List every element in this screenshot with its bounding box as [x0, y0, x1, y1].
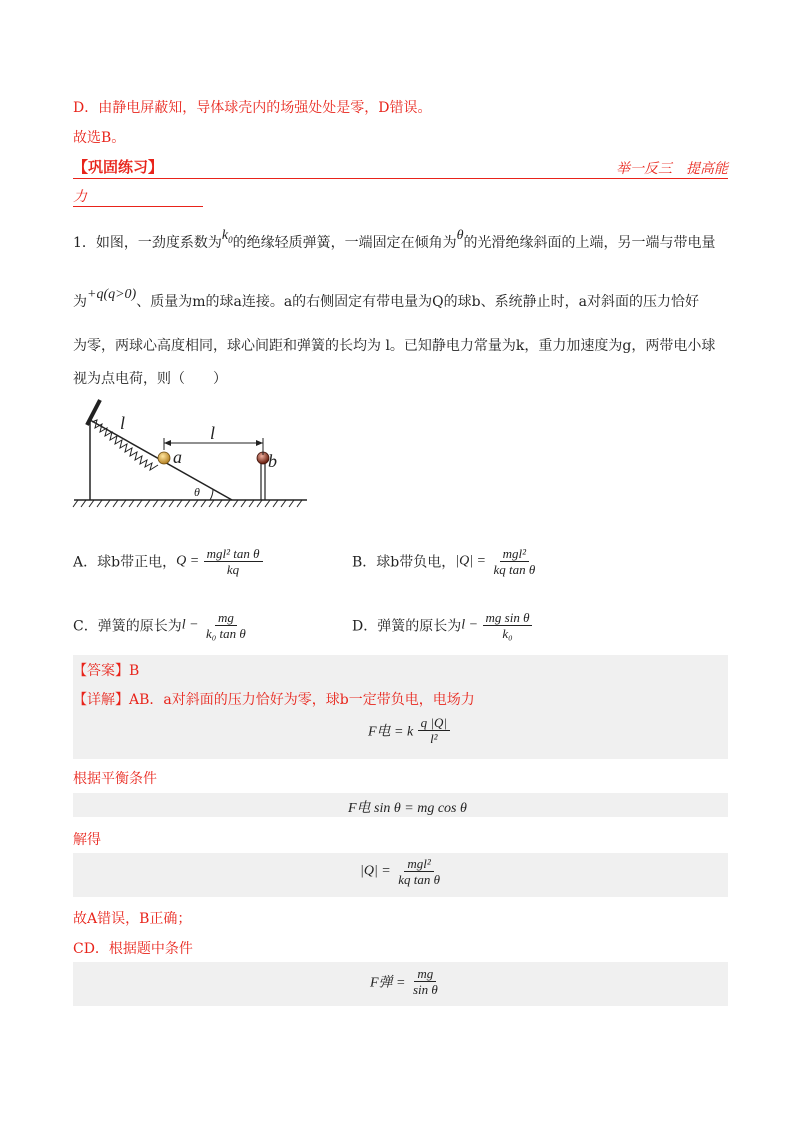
label-ball-a: a: [173, 447, 182, 467]
prev-conclusion: 故选B。: [73, 130, 126, 146]
solve-text: 解得: [73, 832, 101, 848]
equation-1: F电 = k $\frac{q |Q|}{\text{l²}}$: [368, 715, 450, 746]
option-b: B．球b带负电，|Q| = $\frac{\text{mgl²}}{\text{kq tan θ}}$: [352, 546, 536, 577]
question-line-1: 1．如图，一劲度系数为$k_0$的绝缘轻质弹簧，一端固定在倾角为θ的光滑绝缘斜面的上端，另一端与带电量: [73, 228, 716, 251]
label-theta: θ: [194, 485, 200, 499]
equation-4: F弹 = $\frac{mg}{\text{sin θ}}$: [370, 966, 438, 997]
option-d: D．弹簧的原长为l − $\frac{\text{mg sin θ}}{\text{k₀}}$: [352, 610, 532, 641]
incline-figure: [72, 395, 312, 510]
question-line-2: 为+q(q>0)、质量为m的球a连接。a的右侧固定有带电量为Q的球b、系统静止时，a对斜面的压力恰好: [73, 287, 699, 310]
arrow-right: [256, 440, 263, 446]
section-header: [73, 156, 728, 179]
question-line-4: 视为点电荷，则（ ）: [73, 371, 227, 387]
detail-line: 【详解】AB．a对斜面的压力恰好为零，球b一定带负电，电场力: [73, 692, 475, 708]
balance-text: 根据平衡条件: [73, 771, 157, 787]
equation-3: |Q| = $\frac{\text{mgl²}}{\text{kq tan θ}}$: [360, 856, 440, 887]
label-distance: l: [210, 423, 216, 443]
angle-arc: [210, 489, 213, 500]
section-tag-cont: 力: [73, 186, 203, 207]
cd-text: CD．根据题中条件: [73, 941, 193, 957]
section-tag: 举一反三 提高能: [616, 161, 728, 177]
option-a: A．球b带正电，Q = $\frac{\text{mgl² tan θ}}{kq}$: [73, 546, 263, 577]
equation-2: F电 sin θ = mg cos θ: [348, 801, 467, 816]
ground-hatching: [73, 500, 302, 507]
label-ball-b: b: [268, 451, 277, 471]
label-spring-length: l: [120, 413, 126, 433]
section-title: 【巩固练习】: [73, 158, 164, 176]
question-line-3: 为零，两球心高度相同，球心间距和弹簧的长均为 l。已知静电力常量为k，重力加速度为g，两带电小球: [73, 338, 716, 354]
option-c: C．弹簧的原长为l − $\frac{mg}{\text{k₀ tan θ}}$: [73, 610, 246, 641]
arrow-left: [164, 440, 171, 446]
answer-label: 【答案】B: [73, 663, 140, 679]
conclusion-ab: 故A错误，B正确；: [73, 911, 192, 927]
prev-option-d: D．由静电屏蔽知，导体球壳内的场强处处是零，D错误。: [73, 100, 432, 116]
ball-a: [158, 452, 170, 464]
